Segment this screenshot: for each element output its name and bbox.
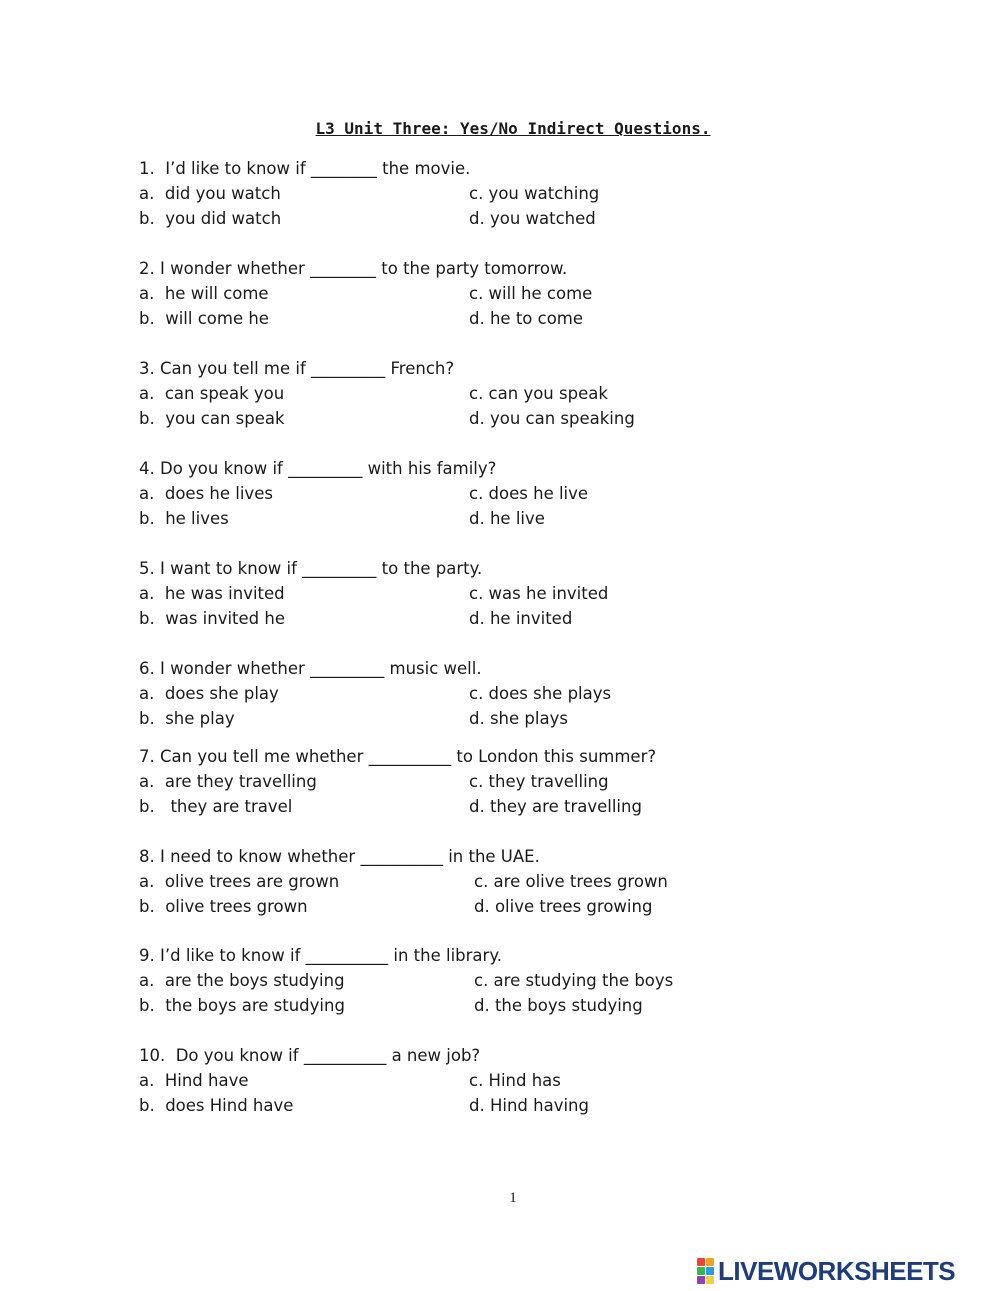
option-d: d. olive trees growing bbox=[474, 897, 653, 916]
question-2 bbox=[139, 256, 859, 331]
option-b: b. does Hind have bbox=[139, 1096, 294, 1115]
page-number: 1 bbox=[509, 1190, 517, 1206]
logo-square bbox=[697, 1267, 705, 1275]
question-5 bbox=[139, 556, 859, 631]
option-a: a. are the boys studying bbox=[139, 971, 345, 990]
option-c: c. you watching bbox=[469, 184, 600, 203]
question-6 bbox=[139, 656, 859, 731]
logo-square bbox=[706, 1258, 714, 1266]
question-text: 8. I need to know whether __________ in the UAE. bbox=[139, 847, 540, 866]
option-c: c. does he live bbox=[469, 484, 589, 503]
option-b: b. they are travel bbox=[139, 797, 293, 816]
option-a: a. can speak you bbox=[139, 384, 285, 403]
option-d: d. he to come bbox=[469, 309, 584, 328]
question-text: 2. I wonder whether ________ to the party tomorrow. bbox=[139, 259, 568, 278]
option-c: c. was he invited bbox=[469, 584, 609, 603]
question-text: 6. I wonder whether _________ music well. bbox=[139, 659, 482, 678]
option-d: d. Hind having bbox=[469, 1096, 589, 1115]
brand-name: LIVEWORKSHEETS bbox=[718, 1255, 956, 1286]
question-text: 7. Can you tell me whether __________ to London this summer? bbox=[139, 747, 657, 766]
option-a: a. Hind have bbox=[139, 1071, 249, 1090]
option-d: d. he live bbox=[469, 509, 545, 528]
question-text: 4. Do you know if _________ with his family? bbox=[139, 459, 497, 478]
option-d: d. he invited bbox=[469, 609, 573, 628]
question-text: 10. Do you know if __________ a new job? bbox=[139, 1046, 481, 1065]
option-d: d. you can speaking bbox=[469, 409, 635, 428]
question-7 bbox=[139, 744, 859, 819]
question-8 bbox=[139, 844, 859, 919]
option-b: b. you can speak bbox=[139, 409, 285, 428]
option-c: c. they travelling bbox=[469, 772, 609, 791]
option-d: d. the boys studying bbox=[474, 996, 643, 1015]
option-b: b. you did watch bbox=[139, 209, 282, 228]
option-a: a. does she play bbox=[139, 684, 279, 703]
option-c: c. can you speak bbox=[469, 384, 608, 403]
option-c: c. Hind has bbox=[469, 1071, 561, 1090]
option-a: a. he was invited bbox=[139, 584, 285, 603]
option-b: b. she play bbox=[139, 709, 235, 728]
question-text: 3. Can you tell me if _________ French? bbox=[139, 359, 455, 378]
option-a: a. does he lives bbox=[139, 484, 273, 503]
question-4 bbox=[139, 456, 859, 531]
option-d: d. you watched bbox=[469, 209, 596, 228]
logo-square bbox=[706, 1267, 714, 1275]
option-b: b. he lives bbox=[139, 509, 229, 528]
option-a: a. he will come bbox=[139, 284, 269, 303]
liveworksheets-logo-icon bbox=[697, 1258, 714, 1284]
option-a: a. olive trees are grown bbox=[139, 872, 340, 891]
question-1 bbox=[139, 156, 859, 231]
logo-square bbox=[706, 1276, 714, 1284]
liveworksheets-brand[interactable] bbox=[697, 1255, 955, 1287]
option-d: d. they are travelling bbox=[469, 797, 642, 816]
option-c: c. are olive trees grown bbox=[474, 872, 668, 891]
question-10 bbox=[139, 1043, 859, 1118]
option-a: a. did you watch bbox=[139, 184, 281, 203]
logo-square bbox=[697, 1276, 705, 1284]
option-b: b. was invited he bbox=[139, 609, 285, 628]
question-text: 1. I’d like to know if ________ the movie. bbox=[139, 159, 471, 178]
option-c: c. are studying the boys bbox=[474, 971, 674, 990]
option-b: b. olive trees grown bbox=[139, 897, 308, 916]
question-text: 9. I’d like to know if __________ in the library. bbox=[139, 946, 502, 965]
logo-square bbox=[697, 1258, 705, 1266]
question-text: 5. I want to know if _________ to the party. bbox=[139, 559, 483, 578]
option-d: d. she plays bbox=[469, 709, 568, 728]
option-a: a. are they travelling bbox=[139, 772, 317, 791]
option-b: b. the boys are studying bbox=[139, 996, 345, 1015]
question-3 bbox=[139, 356, 859, 431]
worksheet-title: L3 Unit Three: Yes/No Indirect Questions. bbox=[315, 119, 711, 138]
question-9 bbox=[139, 943, 859, 1018]
option-b: b. will come he bbox=[139, 309, 269, 328]
option-c: c. will he come bbox=[469, 284, 593, 303]
option-c: c. does she plays bbox=[469, 684, 612, 703]
